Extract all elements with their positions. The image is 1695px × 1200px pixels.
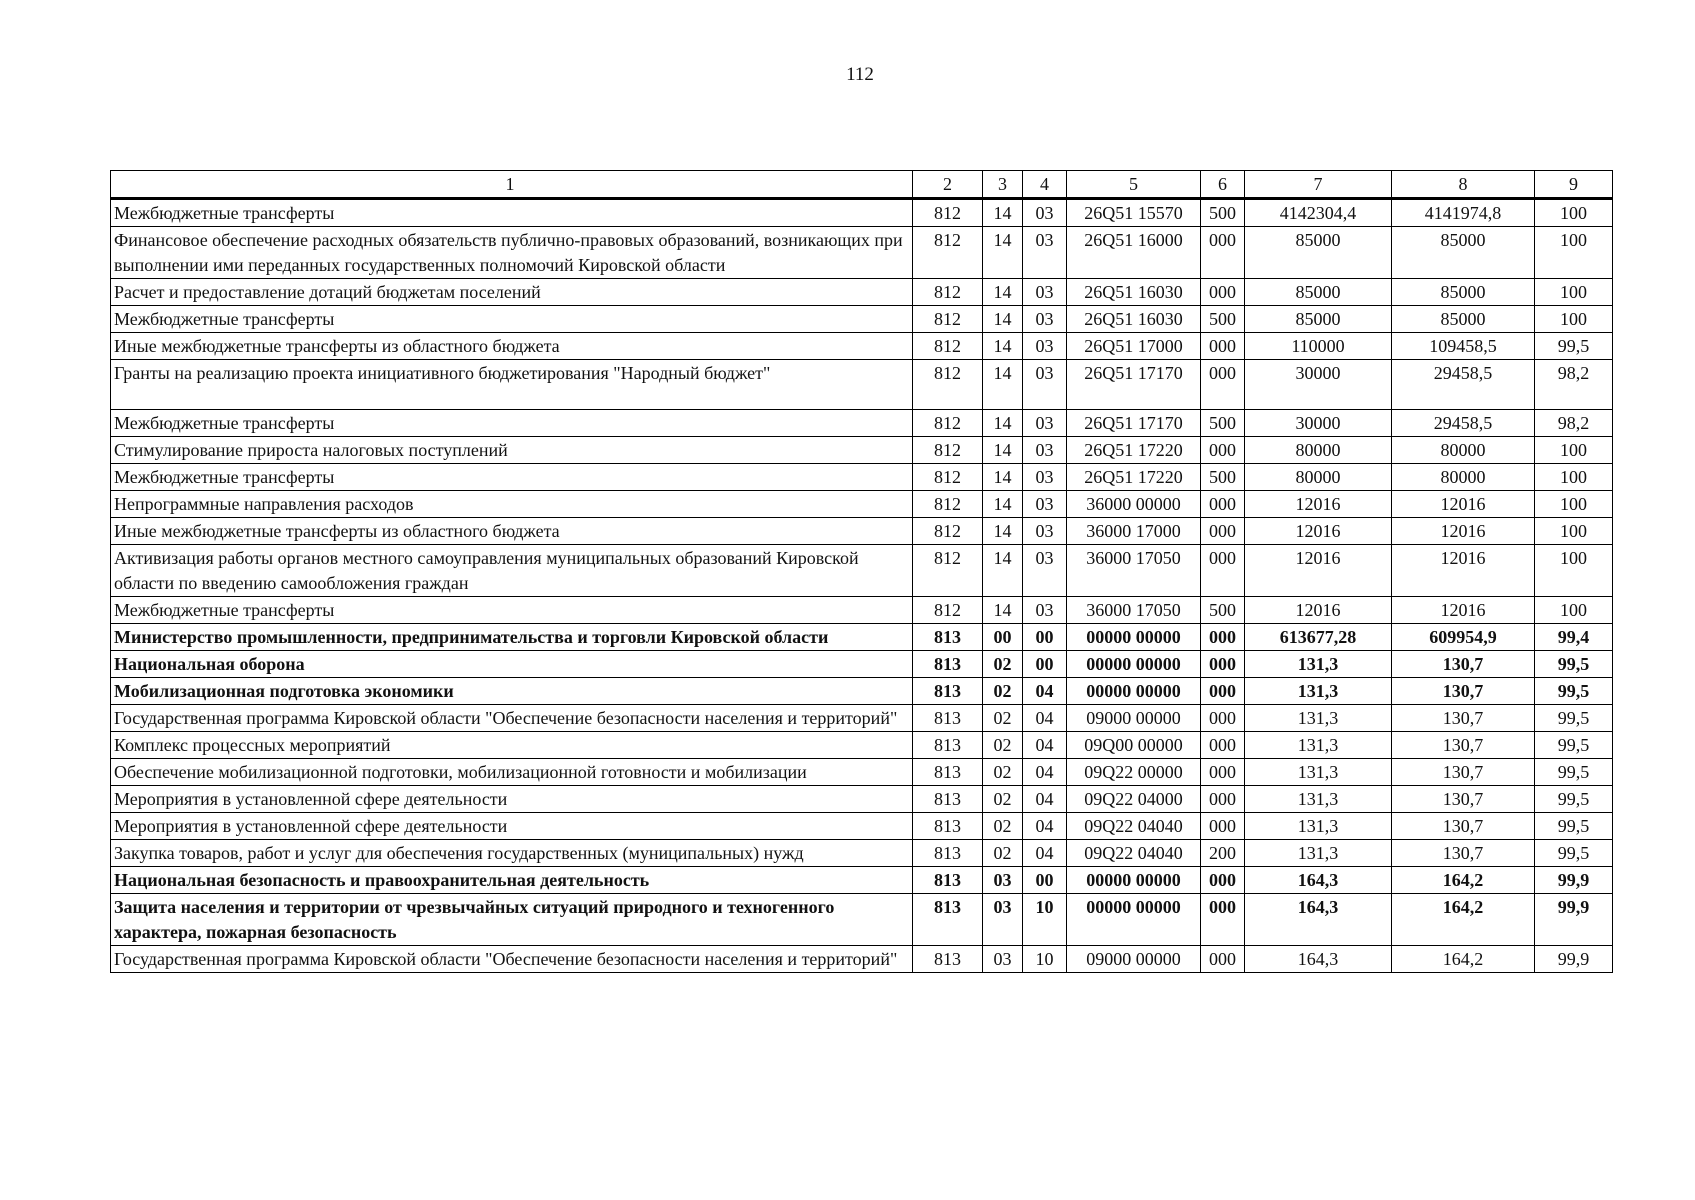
cell-section: 14 <box>983 437 1023 464</box>
cell-admin-code: 813 <box>913 894 983 946</box>
table-row <box>111 410 1613 437</box>
cell-name: Мобилизационная подготовка экономики <box>111 678 913 705</box>
cell-approved: 131,3 <box>1245 732 1392 759</box>
cell-section: 14 <box>983 491 1023 518</box>
cell-admin-code: 812 <box>913 333 983 360</box>
cell-expense-type: 000 <box>1201 946 1245 973</box>
cell-expense-type: 000 <box>1201 437 1245 464</box>
cell-expense-type: 000 <box>1201 491 1245 518</box>
cell-approved: 131,3 <box>1245 759 1392 786</box>
cell-name: Межбюджетные трансферты <box>111 199 913 227</box>
cell-approved: 85000 <box>1245 227 1392 279</box>
cell-approved: 85000 <box>1245 306 1392 333</box>
cell-percent: 99,5 <box>1535 705 1613 732</box>
cell-executed: 4141974,8 <box>1392 199 1535 227</box>
budget-table <box>110 170 1613 973</box>
cell-executed: 130,7 <box>1392 840 1535 867</box>
cell-percent: 99,5 <box>1535 813 1613 840</box>
cell-executed: 164,2 <box>1392 867 1535 894</box>
cell-subsection: 04 <box>1023 678 1067 705</box>
cell-section: 02 <box>983 840 1023 867</box>
cell-section: 02 <box>983 651 1023 678</box>
cell-admin-code: 812 <box>913 227 983 279</box>
table-row <box>111 518 1613 545</box>
header-cell: 1 <box>111 171 913 199</box>
cell-name: Национальная оборона <box>111 651 913 678</box>
cell-approved: 131,3 <box>1245 813 1392 840</box>
cell-name: Защита населения и территории от чрезвычайных ситуаций природного и техногенного характера, пожарная безопасность <box>111 894 913 946</box>
table-row <box>111 705 1613 732</box>
cell-admin-code: 813 <box>913 946 983 973</box>
cell-section: 02 <box>983 759 1023 786</box>
cell-target-article: 00000 00000 <box>1067 894 1201 946</box>
table-row <box>111 624 1613 651</box>
cell-target-article: 09Q22 00000 <box>1067 759 1201 786</box>
table-row <box>111 813 1613 840</box>
cell-approved: 80000 <box>1245 437 1392 464</box>
cell-subsection: 03 <box>1023 597 1067 624</box>
cell-percent: 100 <box>1535 199 1613 227</box>
cell-percent: 99,5 <box>1535 732 1613 759</box>
cell-approved: 164,3 <box>1245 867 1392 894</box>
cell-section: 14 <box>983 518 1023 545</box>
cell-approved: 164,3 <box>1245 894 1392 946</box>
cell-target-article: 26Q51 17000 <box>1067 333 1201 360</box>
cell-name: Комплекс процессных мероприятий <box>111 732 913 759</box>
cell-target-article: 26Q51 17220 <box>1067 437 1201 464</box>
cell-approved: 110000 <box>1245 333 1392 360</box>
cell-expense-type: 000 <box>1201 624 1245 651</box>
cell-executed: 12016 <box>1392 597 1535 624</box>
cell-subsection: 04 <box>1023 840 1067 867</box>
table-row <box>111 491 1613 518</box>
table-row <box>111 437 1613 464</box>
cell-percent: 99,9 <box>1535 946 1613 973</box>
cell-expense-type: 000 <box>1201 732 1245 759</box>
cell-target-article: 26Q51 17220 <box>1067 464 1201 491</box>
cell-section: 02 <box>983 705 1023 732</box>
cell-subsection: 00 <box>1023 867 1067 894</box>
cell-name: Межбюджетные трансферты <box>111 410 913 437</box>
table-row <box>111 199 1613 227</box>
cell-target-article: 26Q51 15570 <box>1067 199 1201 227</box>
cell-name: Закупка товаров, работ и услуг для обеспечения государственных (муниципальных) нужд <box>111 840 913 867</box>
cell-subsection: 03 <box>1023 333 1067 360</box>
cell-executed: 80000 <box>1392 464 1535 491</box>
cell-section: 14 <box>983 464 1023 491</box>
cell-section: 02 <box>983 732 1023 759</box>
cell-executed: 109458,5 <box>1392 333 1535 360</box>
header-cell: 3 <box>983 171 1023 199</box>
cell-admin-code: 812 <box>913 199 983 227</box>
cell-executed: 164,2 <box>1392 946 1535 973</box>
cell-executed: 130,7 <box>1392 651 1535 678</box>
cell-expense-type: 000 <box>1201 518 1245 545</box>
cell-target-article: 09Q22 04000 <box>1067 786 1201 813</box>
cell-subsection: 10 <box>1023 894 1067 946</box>
cell-target-article: 00000 00000 <box>1067 624 1201 651</box>
cell-approved: 131,3 <box>1245 705 1392 732</box>
cell-percent: 100 <box>1535 437 1613 464</box>
cell-expense-type: 500 <box>1201 306 1245 333</box>
cell-target-article: 09Q22 04040 <box>1067 813 1201 840</box>
cell-executed: 85000 <box>1392 227 1535 279</box>
cell-expense-type: 000 <box>1201 813 1245 840</box>
cell-executed: 130,7 <box>1392 732 1535 759</box>
cell-subsection: 03 <box>1023 464 1067 491</box>
cell-admin-code: 813 <box>913 759 983 786</box>
cell-subsection: 04 <box>1023 813 1067 840</box>
cell-approved: 12016 <box>1245 518 1392 545</box>
cell-admin-code: 813 <box>913 813 983 840</box>
cell-percent: 100 <box>1535 597 1613 624</box>
cell-executed: 85000 <box>1392 279 1535 306</box>
table-row <box>111 732 1613 759</box>
cell-percent: 99,5 <box>1535 651 1613 678</box>
cell-name: Иные межбюджетные трансферты из областного бюджета <box>111 518 913 545</box>
cell-admin-code: 812 <box>913 410 983 437</box>
cell-section: 03 <box>983 894 1023 946</box>
cell-approved: 131,3 <box>1245 840 1392 867</box>
cell-percent: 98,2 <box>1535 360 1613 410</box>
cell-name: Гранты на реализацию проекта инициативного бюджетирования "Народный бюджет" <box>111 360 913 410</box>
cell-target-article: 36000 17050 <box>1067 597 1201 624</box>
cell-expense-type: 000 <box>1201 867 1245 894</box>
cell-subsection: 00 <box>1023 624 1067 651</box>
cell-percent: 99,5 <box>1535 786 1613 813</box>
cell-percent: 100 <box>1535 279 1613 306</box>
cell-target-article: 36000 17050 <box>1067 545 1201 597</box>
cell-expense-type: 000 <box>1201 545 1245 597</box>
cell-name: Непрограммные направления расходов <box>111 491 913 518</box>
cell-name: Мероприятия в установленной сфере деятельности <box>111 813 913 840</box>
cell-percent: 100 <box>1535 491 1613 518</box>
table-row <box>111 759 1613 786</box>
cell-target-article: 09000 00000 <box>1067 946 1201 973</box>
cell-approved: 613677,28 <box>1245 624 1392 651</box>
table-row <box>111 227 1613 279</box>
cell-target-article: 00000 00000 <box>1067 651 1201 678</box>
cell-name: Межбюджетные трансферты <box>111 306 913 333</box>
table-row <box>111 867 1613 894</box>
table-header-row <box>111 171 1613 199</box>
cell-approved: 164,3 <box>1245 946 1392 973</box>
cell-subsection: 03 <box>1023 360 1067 410</box>
cell-expense-type: 000 <box>1201 705 1245 732</box>
cell-expense-type: 500 <box>1201 410 1245 437</box>
cell-approved: 4142304,4 <box>1245 199 1392 227</box>
cell-expense-type: 500 <box>1201 199 1245 227</box>
cell-name: Иные межбюджетные трансферты из областного бюджета <box>111 333 913 360</box>
cell-approved: 131,3 <box>1245 651 1392 678</box>
cell-name: Обеспечение мобилизационной подготовки, мобилизационной готовности и мобилизации <box>111 759 913 786</box>
cell-approved: 30000 <box>1245 360 1392 410</box>
cell-executed: 29458,5 <box>1392 360 1535 410</box>
cell-approved: 12016 <box>1245 491 1392 518</box>
cell-percent: 99,9 <box>1535 894 1613 946</box>
cell-approved: 131,3 <box>1245 678 1392 705</box>
table-row <box>111 946 1613 973</box>
header-cell: 8 <box>1392 171 1535 199</box>
cell-admin-code: 812 <box>913 597 983 624</box>
cell-section: 14 <box>983 199 1023 227</box>
cell-subsection: 03 <box>1023 279 1067 306</box>
header-cell: 6 <box>1201 171 1245 199</box>
cell-percent: 99,9 <box>1535 867 1613 894</box>
cell-target-article: 36000 00000 <box>1067 491 1201 518</box>
cell-approved: 12016 <box>1245 545 1392 597</box>
cell-executed: 12016 <box>1392 545 1535 597</box>
cell-admin-code: 813 <box>913 624 983 651</box>
cell-admin-code: 813 <box>913 867 983 894</box>
cell-executed: 130,7 <box>1392 786 1535 813</box>
cell-executed: 12016 <box>1392 491 1535 518</box>
cell-expense-type: 000 <box>1201 786 1245 813</box>
table-row <box>111 840 1613 867</box>
table-row <box>111 306 1613 333</box>
cell-percent: 100 <box>1535 545 1613 597</box>
cell-expense-type: 200 <box>1201 840 1245 867</box>
cell-subsection: 03 <box>1023 227 1067 279</box>
table-row <box>111 464 1613 491</box>
cell-expense-type: 000 <box>1201 678 1245 705</box>
cell-expense-type: 000 <box>1201 894 1245 946</box>
cell-section: 14 <box>983 306 1023 333</box>
cell-approved: 85000 <box>1245 279 1392 306</box>
cell-percent: 99,5 <box>1535 333 1613 360</box>
header-cell: 2 <box>913 171 983 199</box>
cell-percent: 100 <box>1535 518 1613 545</box>
cell-admin-code: 812 <box>913 306 983 333</box>
header-cell: 4 <box>1023 171 1067 199</box>
table-row <box>111 545 1613 597</box>
cell-section: 00 <box>983 624 1023 651</box>
cell-target-article: 36000 17000 <box>1067 518 1201 545</box>
cell-name: Активизация работы органов местного самоуправления муниципальных образований Кировской области по введению самообложения граждан <box>111 545 913 597</box>
cell-percent: 100 <box>1535 306 1613 333</box>
table-row <box>111 279 1613 306</box>
cell-name: Межбюджетные трансферты <box>111 464 913 491</box>
cell-target-article: 26Q51 16030 <box>1067 279 1201 306</box>
table-row <box>111 894 1613 946</box>
cell-executed: 130,7 <box>1392 813 1535 840</box>
cell-admin-code: 813 <box>913 705 983 732</box>
cell-admin-code: 812 <box>913 545 983 597</box>
cell-admin-code: 812 <box>913 437 983 464</box>
table-row <box>111 333 1613 360</box>
cell-percent: 99,4 <box>1535 624 1613 651</box>
cell-admin-code: 812 <box>913 360 983 410</box>
cell-executed: 130,7 <box>1392 759 1535 786</box>
cell-expense-type: 500 <box>1201 597 1245 624</box>
cell-executed: 80000 <box>1392 437 1535 464</box>
cell-subsection: 04 <box>1023 759 1067 786</box>
cell-subsection: 03 <box>1023 518 1067 545</box>
cell-section: 03 <box>983 867 1023 894</box>
cell-expense-type: 000 <box>1201 279 1245 306</box>
cell-percent: 99,5 <box>1535 678 1613 705</box>
cell-expense-type: 000 <box>1201 227 1245 279</box>
cell-executed: 12016 <box>1392 518 1535 545</box>
cell-percent: 100 <box>1535 227 1613 279</box>
cell-approved: 12016 <box>1245 597 1392 624</box>
cell-approved: 30000 <box>1245 410 1392 437</box>
cell-admin-code: 813 <box>913 732 983 759</box>
cell-executed: 164,2 <box>1392 894 1535 946</box>
cell-executed: 609954,9 <box>1392 624 1535 651</box>
cell-target-article: 00000 00000 <box>1067 678 1201 705</box>
cell-percent: 99,5 <box>1535 759 1613 786</box>
cell-section: 14 <box>983 227 1023 279</box>
cell-subsection: 03 <box>1023 437 1067 464</box>
cell-admin-code: 812 <box>913 464 983 491</box>
cell-subsection: 03 <box>1023 545 1067 597</box>
cell-subsection: 04 <box>1023 732 1067 759</box>
table-row <box>111 786 1613 813</box>
table-row <box>111 651 1613 678</box>
cell-name: Государственная программа Кировской области "Обеспечение безопасности населения и территорий" <box>111 946 913 973</box>
cell-expense-type: 000 <box>1201 333 1245 360</box>
cell-section: 14 <box>983 279 1023 306</box>
cell-target-article: 09Q22 04040 <box>1067 840 1201 867</box>
cell-approved: 80000 <box>1245 464 1392 491</box>
cell-subsection: 04 <box>1023 786 1067 813</box>
cell-expense-type: 000 <box>1201 360 1245 410</box>
cell-section: 02 <box>983 813 1023 840</box>
cell-percent: 99,5 <box>1535 840 1613 867</box>
cell-name: Министерство промышленности, предпринимательства и торговли Кировской области <box>111 624 913 651</box>
cell-admin-code: 813 <box>913 840 983 867</box>
cell-section: 14 <box>983 360 1023 410</box>
cell-target-article: 09Q00 00000 <box>1067 732 1201 759</box>
header-cell: 9 <box>1535 171 1613 199</box>
cell-subsection: 03 <box>1023 410 1067 437</box>
cell-subsection: 00 <box>1023 651 1067 678</box>
cell-expense-type: 500 <box>1201 464 1245 491</box>
cell-subsection: 03 <box>1023 199 1067 227</box>
cell-target-article: 00000 00000 <box>1067 867 1201 894</box>
cell-approved: 131,3 <box>1245 786 1392 813</box>
cell-admin-code: 813 <box>913 786 983 813</box>
cell-target-article: 26Q51 17170 <box>1067 360 1201 410</box>
cell-admin-code: 812 <box>913 279 983 306</box>
cell-target-article: 26Q51 16030 <box>1067 306 1201 333</box>
cell-admin-code: 813 <box>913 651 983 678</box>
cell-target-article: 26Q51 17170 <box>1067 410 1201 437</box>
cell-percent: 100 <box>1535 464 1613 491</box>
cell-section: 02 <box>983 678 1023 705</box>
cell-subsection: 04 <box>1023 705 1067 732</box>
cell-name: Расчет и предоставление дотаций бюджетам поселений <box>111 279 913 306</box>
cell-executed: 130,7 <box>1392 678 1535 705</box>
cell-executed: 130,7 <box>1392 705 1535 732</box>
table-row <box>111 360 1613 410</box>
cell-name: Государственная программа Кировской области "Обеспечение безопасности населения и территорий" <box>111 705 913 732</box>
cell-section: 14 <box>983 333 1023 360</box>
cell-subsection: 03 <box>1023 491 1067 518</box>
cell-target-article: 09000 00000 <box>1067 705 1201 732</box>
cell-admin-code: 813 <box>913 678 983 705</box>
cell-subsection: 10 <box>1023 946 1067 973</box>
cell-name: Мероприятия в установленной сфере деятельности <box>111 786 913 813</box>
table-row <box>111 678 1613 705</box>
cell-expense-type: 000 <box>1201 651 1245 678</box>
cell-section: 14 <box>983 410 1023 437</box>
cell-executed: 85000 <box>1392 306 1535 333</box>
cell-target-article: 26Q51 16000 <box>1067 227 1201 279</box>
cell-expense-type: 000 <box>1201 759 1245 786</box>
page-number: 112 <box>846 64 874 85</box>
cell-executed: 29458,5 <box>1392 410 1535 437</box>
cell-admin-code: 812 <box>913 518 983 545</box>
header-cell: 7 <box>1245 171 1392 199</box>
cell-section: 03 <box>983 946 1023 973</box>
cell-name: Межбюджетные трансферты <box>111 597 913 624</box>
cell-name: Стимулирование прироста налоговых поступлений <box>111 437 913 464</box>
cell-subsection: 03 <box>1023 306 1067 333</box>
header-cell: 5 <box>1067 171 1201 199</box>
cell-section: 14 <box>983 597 1023 624</box>
cell-section: 14 <box>983 545 1023 597</box>
cell-name: Финансовое обеспечение расходных обязательств публично-правовых образований, возникающих при выполнении ими переданных государственных полномочий Кировской области <box>111 227 913 279</box>
table-row <box>111 597 1613 624</box>
cell-name: Национальная безопасность и правоохранительная деятельность <box>111 867 913 894</box>
cell-admin-code: 812 <box>913 491 983 518</box>
cell-section: 02 <box>983 786 1023 813</box>
cell-percent: 98,2 <box>1535 410 1613 437</box>
